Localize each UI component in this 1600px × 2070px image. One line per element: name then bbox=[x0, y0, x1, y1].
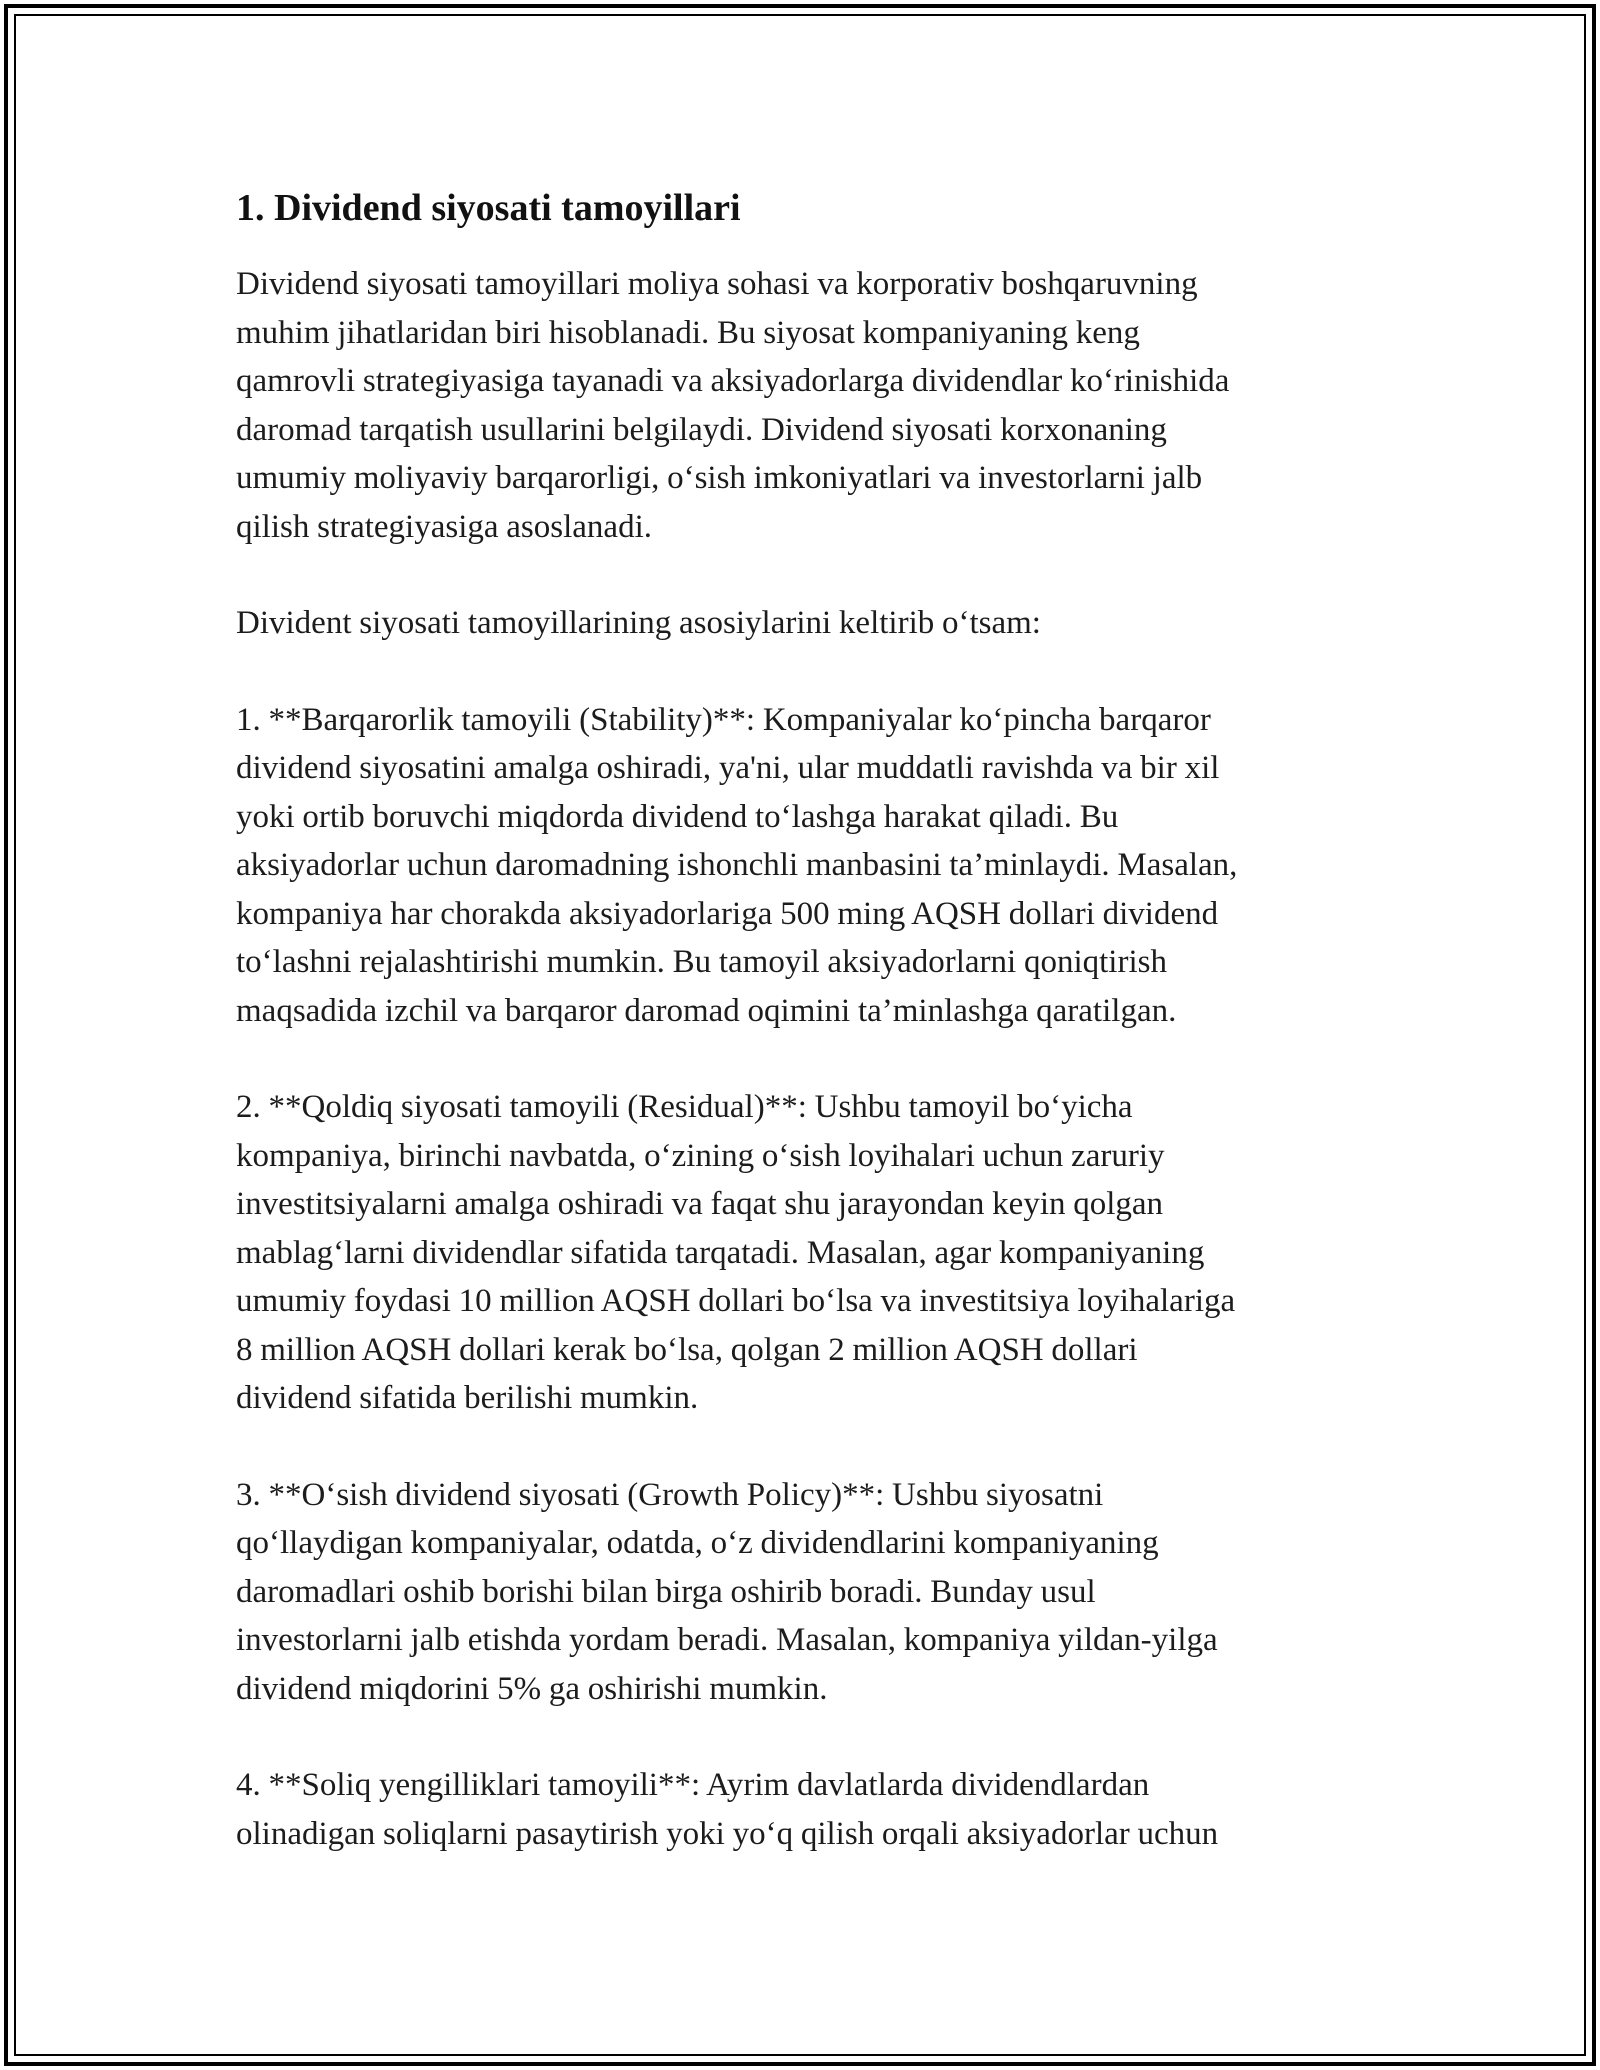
text-line: dividend sifatida berilishi mumkin. bbox=[236, 1380, 699, 1416]
body-paragraph bbox=[236, 1083, 1366, 1423]
text-line: qilish strategiyasiga asoslanadi. bbox=[236, 508, 652, 545]
text-line: umumiy moliyaviy barqarorligi, o‘sish imkoniyatlari va investorlarni jalb bbox=[236, 460, 1203, 496]
body-paragraph bbox=[236, 599, 1366, 648]
text-line: investitsiyalarni amalga oshiradi va faqat shu jarayondan keyin qolgan bbox=[236, 1186, 1164, 1222]
text-line: olinadigan soliqlarni pasaytirish yoki yo‘q qilish orqali aksiyadorlar uchun bbox=[236, 1815, 1219, 1852]
text-line: 2. **Qoldiq siyosati tamoyili (Residual)**: Ushbu tamoyil bo‘yicha bbox=[236, 1089, 1133, 1125]
section-heading: 1. Dividend siyosati tamoyillari bbox=[236, 187, 741, 229]
text-line: to‘lashni rejalashtirishi mumkin. Bu tamoyil aksiyadorlarni qoniqtirish bbox=[236, 944, 1167, 980]
text-line: yoki ortib boruvchi miqdorda dividend to‘lashga harakat qiladi. Bu bbox=[236, 798, 1119, 835]
document-page bbox=[236, 184, 1366, 1906]
text-line: dividend miqdorini 5% ga oshirishi mumkin. bbox=[236, 1670, 828, 1707]
paragraph-list bbox=[236, 260, 1366, 1858]
body-paragraph bbox=[236, 260, 1366, 551]
text-line: kompaniya, birinchi navbatda, o‘zining o‘sish loyihalari uchun zaruriy bbox=[236, 1137, 1165, 1174]
text-line: investorlarni jalb etishda yordam beradi. Masalan, kompaniya yildan-yilga bbox=[236, 1622, 1218, 1658]
text-line: qamrovli strategiyasiga tayanadi va aksiyadorlarga dividendlar ko‘rinishida bbox=[236, 363, 1230, 399]
text-line: kompaniya har chorakda aksiyadorlariga 500 ming AQSH dollari dividend bbox=[236, 895, 1219, 932]
text-line: muhim jihatlaridan biri hisoblanadi. Bu siyosat kompaniyaning keng bbox=[236, 314, 1140, 351]
text-line: qo‘llaydigan kompaniyalar, odatda, o‘z dividendlarini kompaniyaning bbox=[236, 1525, 1159, 1561]
text-line: umumiy foydasi 10 million AQSH dollari bo‘lsa va investitsiya loyihalariga bbox=[236, 1283, 1236, 1319]
text-line: 3. **O‘sish dividend siyosati (Growth Policy)**: Ushbu siyosatni bbox=[236, 1476, 1104, 1513]
text-line: aksiyadorlar uchun daromadning ishonchli manbasini ta’minlaydi. Masalan, bbox=[236, 847, 1238, 883]
text-line: Dividend siyosati tamoyillari moliya sohasi va korporativ boshqaruvning bbox=[236, 266, 1198, 302]
text-line: daromadlari oshib borishi bilan birga oshirib boradi. Bunday usul bbox=[236, 1573, 1096, 1610]
body-paragraph bbox=[236, 696, 1366, 1036]
text-line: daromad tarqatish usullarini belgilaydi. Dividend siyosati korxonaning bbox=[236, 411, 1167, 448]
text-line: dividend siyosatini amalga oshiradi, ya'ni, ular muddatli ravishda va bir xil bbox=[236, 750, 1220, 786]
body-paragraph bbox=[236, 1471, 1366, 1714]
text-line: 8 million AQSH dollari kerak bo‘lsa, qolgan 2 million AQSH dollari bbox=[236, 1331, 1138, 1368]
text-line: 4. **Soliq yengilliklari tamoyili**: Ayrim davlatlarda dividendlardan bbox=[236, 1767, 1150, 1803]
text-line: maqsadida izchil va barqaror daromad oqimini ta’minlashga qaratilgan. bbox=[236, 992, 1177, 1029]
text-line: 1. **Barqarorlik tamoyili (Stability)**: Kompaniyalar ko‘pincha barqaror bbox=[236, 701, 1211, 738]
body-paragraph bbox=[236, 1761, 1366, 1858]
text-line: mablag‘larni dividendlar sifatida tarqatadi. Masalan, agar kompaniyaning bbox=[236, 1234, 1205, 1271]
text-line: Divident siyosati tamoyillarining asosiylarini keltirib o‘tsam: bbox=[236, 605, 1041, 641]
